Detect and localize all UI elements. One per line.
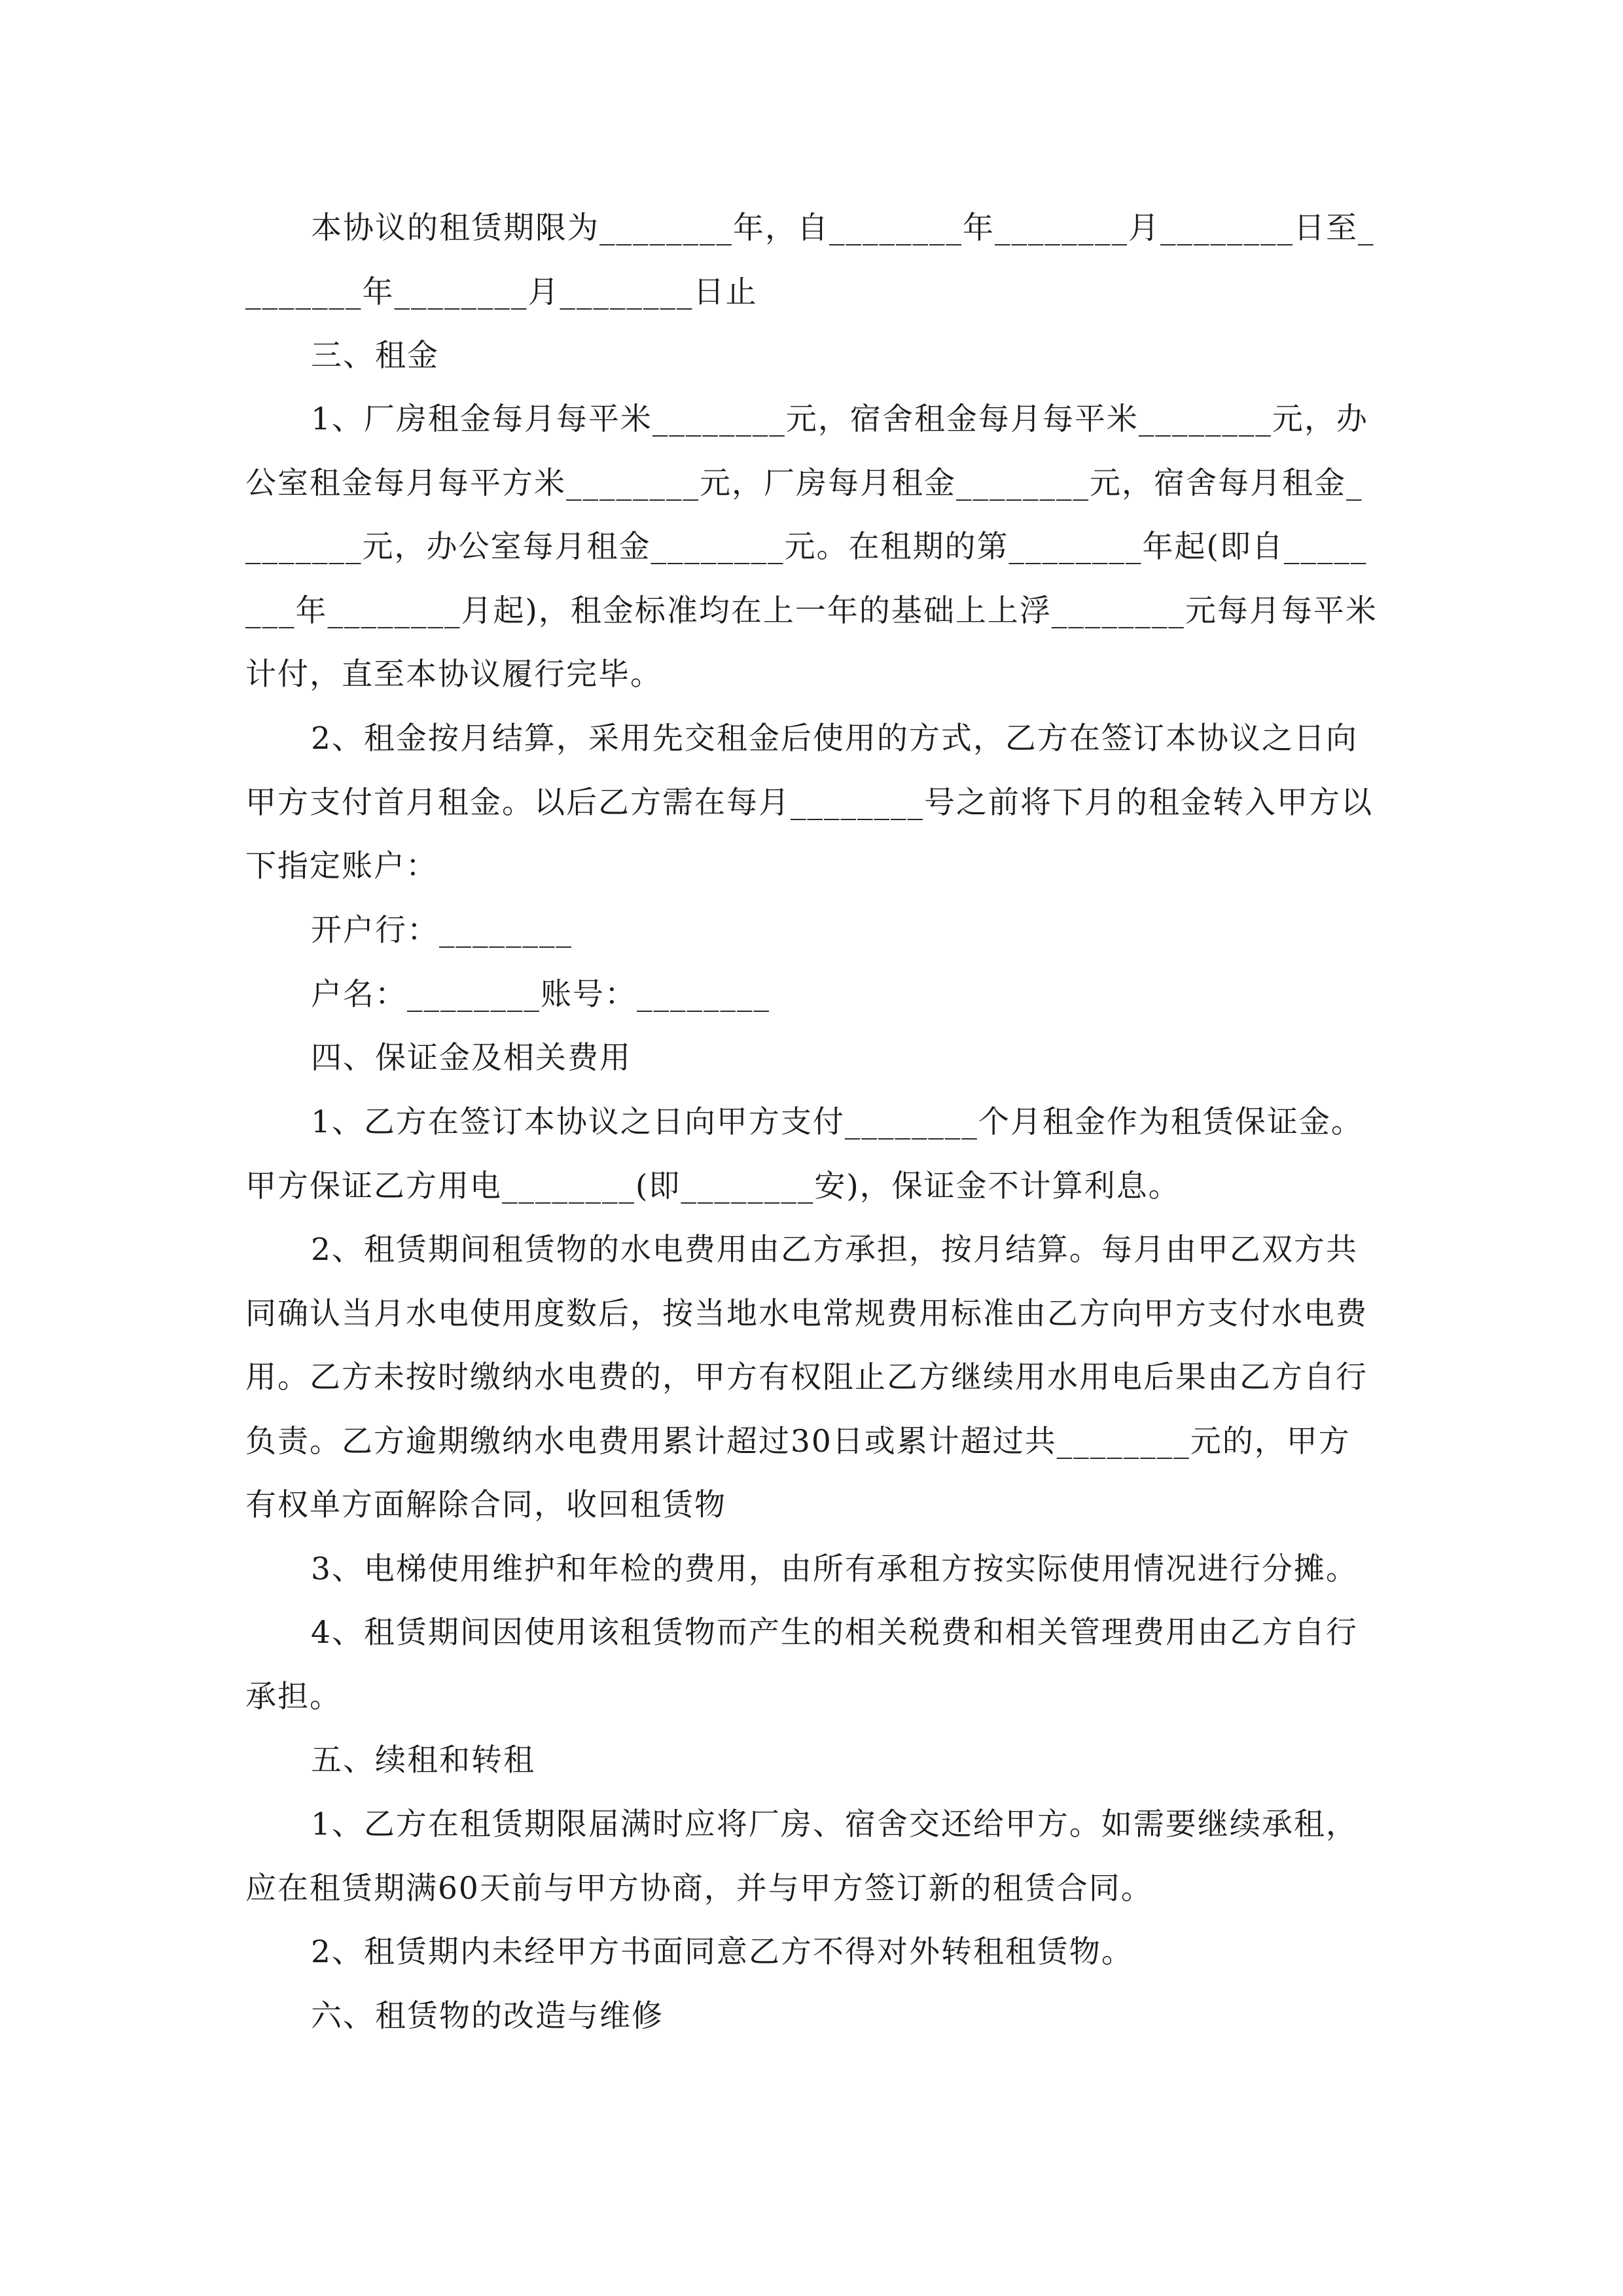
bank-name-line: 开户行：________	[311, 912, 573, 948]
account-line: 户名：________账号：________	[311, 977, 770, 1013]
rent-payment-paragraph: 2、租金按月结算，采用先交租金后使用的方式，乙方在签订本协议之日向甲方支付首月租金。以后乙方需在每月________号之前将下月的租金转入甲方以下指定账户：	[245, 721, 1373, 884]
section-heading-rent: 三、租金	[311, 338, 439, 374]
lease-term-paragraph: 本协议的租赁期限为________年，自________年________月________日至________年________月________日止	[245, 210, 1375, 310]
renewal-paragraph: 1、乙方在租赁期限届满时应将厂房、宿舍交还给甲方。如需要继续承租，应在租赁期满60天前与甲方协商，并与甲方签订新的租赁合同。	[245, 1806, 1358, 1907]
sublease-paragraph: 2、租赁期内未经甲方书面同意乙方不得对外转租租赁物。	[311, 1934, 1133, 1970]
section-heading-renewal: 五、续租和转租	[311, 1742, 535, 1778]
deposit-paragraph: 1、乙方在签订本协议之日向甲方支付________个月租金作为租赁保证金。甲方保证乙方用电________(即________安)，保证金不计算利息。	[245, 1104, 1363, 1204]
taxes-paragraph: 4、租赁期间因使用该租赁物而产生的相关税费和相关管理费用由乙方自行承担。	[245, 1615, 1358, 1715]
utilities-paragraph: 2、租赁期间租赁物的水电费用由乙方承担，按月结算。每月由甲乙双方共同确认当月水电使用度数后，按当地水电常规费用标准由乙方向甲方支付水电费用。乙方未按时缴纳水电费的，甲方有权阻止乙方继续用水用电后果由乙方自行负责。乙方逾期缴纳水电费用累计超过30日或累计超过共________元的，甲方有权单方面解除合同，收回租赁物	[245, 1232, 1368, 1523]
elevator-paragraph: 3、电梯使用维护和年检的费用，由所有承租方按实际使用情况进行分摊。	[311, 1551, 1358, 1587]
section-heading-deposit: 四、保证金及相关费用	[311, 1040, 632, 1076]
section-heading-renovation: 六、租赁物的改造与维修	[311, 1998, 664, 2034]
rent-rates-paragraph: 1、厂房租金每月每平米________元，宿舍租金每月每平米________元，办公室租金每月每平方米________元，厂房每月租金________元，宿舍每月租金________元，办公室每月租金________元。在租期的第________年起(即自________年________月起)，租金标准均在上一年的基础上上浮________元每月每平米计付，直至本协议履行完毕。	[245, 401, 1378, 692]
